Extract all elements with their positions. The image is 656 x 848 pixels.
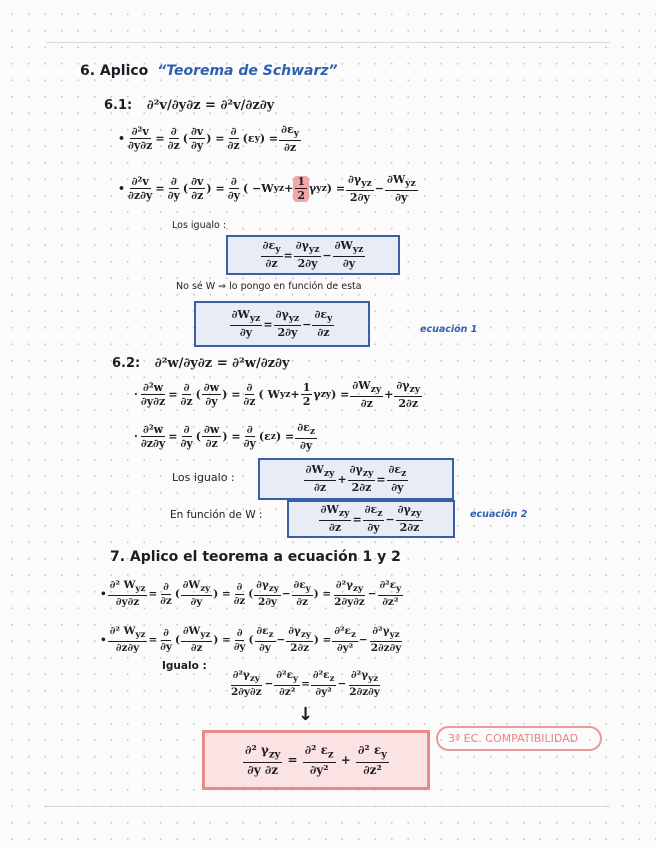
no-se-w-note: No sé W ⇒ lo pongo en función de esta [176,281,362,292]
equality-box-6-1: $\frac{\partial\varepsilon_y}{\partial z}$ = $\frac{\partial\gamma_{yz}}{2\partial y}$ − $\frac{\partial W_{yz}}{\partial y}$ [226,235,400,275]
section-6-title [80,63,338,79]
en-funcion-w-note: En función de W : [170,509,263,521]
down-arrow-icon: ↓ [298,704,314,725]
equation-1-box: $\frac{\partial W_{yz}}{\partial y}$ = $\frac{\partial\gamma_{yz}}{2\partial y}$ − $\frac{\partial\varepsilon_y}{\partial z}$ [194,301,370,347]
equation-6-2-a: · $\frac{\text{∂²w}}{\partial y\partial z}$ = $\frac{\partial}{\partial z}$ ( $\frac{\partial w}{\partial y}$ ) = $\frac{\partial}{\partial z}$ ( W yz + $\frac{1}{2}$ γ zy ) = $\frac{\partial W_{zy}}{\partial z}$ + $\frac{\partial\gamma_{zy}}{2\partial z}$ [134,379,421,410]
equation-7-equality: $\frac{\partial^2\gamma_{zy}}{2\partial y\partial z}$ − $\frac{\partial^2\varepsilon_y}{\text{∂z²}}$ = $\frac{\partial^2\varepsilon_z}{\text{∂y²}}$ − $\frac{\partial^2\gamma_{yz}}{2\partial z\partial y}$ [231,669,380,699]
top-rule [46,42,610,43]
section-7-title: 7. Aplico el teorema a ecuación 1 y 2 [110,549,401,565]
los-iguala-note-1: Los igualo : [172,220,227,231]
bottom-rule [46,806,610,807]
schwarz-theorem-name: “Teorema de Schwarz” [157,63,338,79]
iguala-note: Igualo : [162,660,207,672]
section-6-prefix: 6. Aplico [80,63,149,79]
equation-6-1-b: • $\frac{\text{∂²v}}{\partial z\partial y}$ = $\frac{\partial}{\partial y}$ ( $\frac{\partial v}{\partial z}$ ) = $\frac{\partial}{\partial y}$ ( −W yz + $\frac{1}{2}$ γ yz ) = $\frac{\partial\gamma_{yz}}{2\partial y}$ − $\frac{\partial W_{yz}}{\partial y}$ [118,173,416,204]
equation-6-1-a: • $\frac{\text{∂²v}}{\partial y\partial z}$ = $\frac{\partial}{\partial z}$ ( $\frac{\partial v}{\partial y}$ ) = $\frac{\partial}{\partial z}$ (ε y ) = $\frac{\partial\varepsilon_y}{\partial z}$ [118,123,300,154]
ecuacion-2-label: ecuación 2 [470,509,528,520]
equation-7-b: • $\frac{\partial^2 W_{yz}}{\partial z\partial y}$ = $\frac{\partial}{\partial y}$ ( $\frac{\partial W_{yz}}{\partial z}$ ) = $\frac{\partial}{\partial y}$ ( $\frac{\partial\varepsilon_z}{\partial y}$ − $\frac{\partial\gamma_{zy}}{2\partial z}$ ) = $\frac{\partial^2\varepsilon_z}{\text{∂y²}}$ − $\frac{\partial^2\gamma_{yz}}{2\partial z\partial y}$ [100,625,402,655]
ecuacion-1-label: ecuación 1 [420,324,478,335]
subsection-6-2 [112,356,290,371]
subsection-6-1 [104,98,274,113]
equation-2-box: $\frac{\partial W_{zy}}{\partial z}$ = $\frac{\partial\varepsilon_z}{\partial y}$ − $\frac{\partial\gamma_{zy}}{2\partial z}$ [287,500,455,538]
subsection-6-1-equation: ∂²v/∂y∂z = ∂²v/∂z∂y [146,98,275,113]
subsection-6-2-label: 6.2: [112,356,141,371]
equation-7-a: • $\frac{\partial^2 W_{yz}}{\partial y\partial z}$ = $\frac{\partial}{\partial z}$ ( $\frac{\partial W_{zy}}{\partial y}$ ) = $\frac{\partial}{\partial z}$ ( $\frac{\partial\gamma_{zy}}{2\partial y}$ − $\frac{\partial\varepsilon_y}{\partial z}$ ) = $\frac{\partial^2\gamma_{zy}}{2\partial y\partial z}$ − $\frac{\partial^2\varepsilon_y}{\text{∂z²}}$ [100,579,402,609]
los-iguala-note-2: Los igualo : [172,471,235,484]
compatibility-equation-box: $\frac{\partial^2 \gamma_{zy}}{\partial y \partial z}$ = $\frac{\partial^2 \varepsilon_z}{\text{∂y²}}$ + $\frac{\partial^2 \varepsilon_y}{\text{∂z²}}$ [202,730,430,790]
equation-6-2-b: · $\frac{\text{∂²w}}{\partial z\partial y}$ = $\frac{\partial}{\partial y}$ ( $\frac{\partial w}{\partial z}$ ) = $\frac{\partial}{\partial y}$ (ε z ) = $\frac{\partial\varepsilon_z}{\partial y}$ [134,421,316,452]
subsection-6-2-equation: ∂²w/∂y∂z = ∂²w/∂z∂y [154,356,290,371]
compatibility-note-cloud: 3ª EC. COMPATIBILIDAD [436,726,602,751]
equality-box-6-2: $\frac{\partial W_{zy}}{\partial z}$ + $\frac{\partial\gamma_{zy}}{2\partial z}$ = $\frac{\partial\varepsilon_z}{\partial y}$ [258,458,454,500]
subsection-6-1-label: 6.1: [104,98,133,113]
